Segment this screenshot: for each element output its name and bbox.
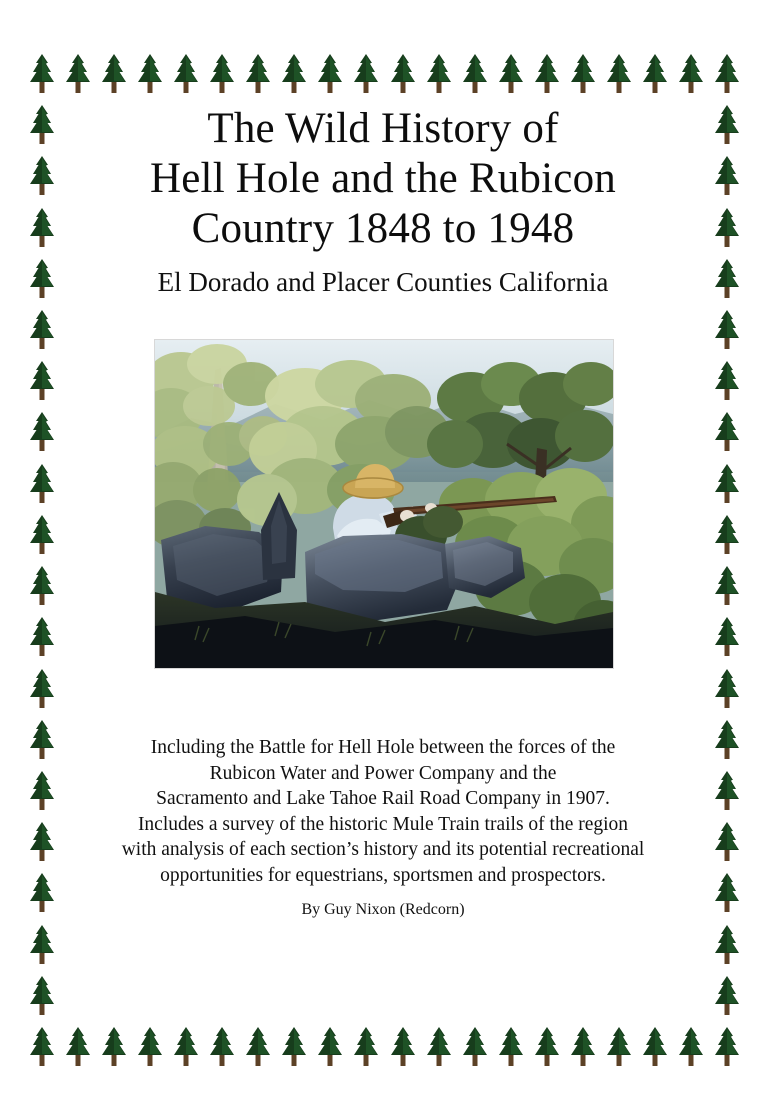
border-tree-top-3 — [135, 52, 165, 94]
pine-tree-icon — [712, 410, 742, 452]
border-tree-right-13 — [712, 718, 742, 760]
pine-tree-icon — [712, 769, 742, 811]
border-tree-right-9 — [712, 513, 742, 555]
border-tree-bottom-10 — [388, 1025, 418, 1067]
description-line-3: Sacramento and Lake Tahoe Rail Road Company in 1907. — [156, 788, 610, 810]
pine-tree-icon — [604, 52, 634, 94]
title-block — [0, 104, 766, 299]
pine-tree-icon — [351, 52, 381, 94]
pine-tree-icon — [99, 1025, 129, 1067]
border-tree-left-10 — [27, 564, 57, 606]
pine-tree-icon — [135, 52, 165, 94]
border-tree-bottom-12 — [460, 1025, 490, 1067]
border-tree-left-11 — [27, 615, 57, 657]
pine-tree-icon — [27, 1025, 57, 1067]
border-tree-right-7 — [712, 410, 742, 452]
border-tree-bottom-13 — [496, 1025, 526, 1067]
pine-tree-icon — [27, 615, 57, 657]
pine-tree-icon — [99, 52, 129, 94]
border-tree-bottom-17 — [640, 1025, 670, 1067]
pine-tree-icon — [27, 718, 57, 760]
border-tree-right-17 — [712, 923, 742, 965]
pine-tree-icon — [568, 52, 598, 94]
pine-tree-icon — [27, 769, 57, 811]
pine-tree-icon — [496, 1025, 526, 1067]
pine-tree-icon — [424, 52, 454, 94]
border-tree-bottom-0 — [27, 1025, 57, 1067]
pine-tree-icon — [712, 667, 742, 709]
pine-tree-icon — [640, 1025, 670, 1067]
pine-tree-icon — [27, 513, 57, 555]
pine-tree-icon — [27, 974, 57, 1016]
pine-tree-icon — [388, 1025, 418, 1067]
border-tree-top-10 — [388, 52, 418, 94]
border-tree-left-14 — [27, 769, 57, 811]
pine-tree-icon — [207, 52, 237, 94]
pine-tree-icon — [712, 923, 742, 965]
border-tree-right-12 — [712, 667, 742, 709]
pine-tree-icon — [712, 615, 742, 657]
border-tree-right-11 — [712, 615, 742, 657]
description-line-1: Including the Battle for Hell Hole between the forces of the — [150, 737, 616, 758]
border-tree-bottom-5 — [207, 1025, 237, 1067]
pine-tree-icon — [712, 1025, 742, 1067]
pine-tree-icon — [135, 1025, 165, 1067]
border-tree-top-4 — [171, 52, 201, 94]
description-line-6: opportunities for equestrians, sportsmen and prospectors. — [160, 864, 606, 886]
pine-tree-icon — [27, 820, 57, 862]
pine-tree-icon — [27, 359, 57, 401]
border-tree-left-18 — [27, 974, 57, 1016]
border-tree-top-6 — [243, 52, 273, 94]
border-tree-left-13 — [27, 718, 57, 760]
description-line-5: with analysis of each section’s history and its potential recreational — [121, 839, 645, 861]
title-line-2: Hell Hole and the Rubicon — [150, 155, 616, 202]
border-tree-top-11 — [424, 52, 454, 94]
border-tree-top-9 — [351, 52, 381, 94]
border-tree-left-7 — [27, 410, 57, 452]
border-tree-bottom-11 — [424, 1025, 454, 1067]
border-tree-top-5 — [207, 52, 237, 94]
pine-tree-icon — [460, 1025, 490, 1067]
pine-tree-icon — [171, 52, 201, 94]
border-tree-bottom-7 — [279, 1025, 309, 1067]
pine-tree-icon — [279, 1025, 309, 1067]
pine-tree-icon — [171, 1025, 201, 1067]
pine-tree-icon — [315, 1025, 345, 1067]
pine-tree-icon — [712, 718, 742, 760]
pine-tree-icon — [63, 1025, 93, 1067]
pine-tree-icon — [424, 1025, 454, 1067]
pine-tree-icon — [712, 564, 742, 606]
border-tree-right-14 — [712, 769, 742, 811]
border-tree-top-15 — [568, 52, 598, 94]
cover-photo-illustration — [155, 340, 613, 668]
pine-tree-icon — [532, 52, 562, 94]
pine-tree-icon — [712, 974, 742, 1016]
border-tree-top-8 — [315, 52, 345, 94]
border-tree-top-0 — [27, 52, 57, 94]
border-tree-bottom-16 — [604, 1025, 634, 1067]
border-tree-bottom-4 — [171, 1025, 201, 1067]
pine-tree-icon — [496, 52, 526, 94]
description-line-2: Rubicon Water and Power Company and the — [209, 762, 557, 784]
pine-tree-icon — [243, 52, 273, 94]
border-tree-right-8 — [712, 462, 742, 504]
pine-tree-icon — [712, 820, 742, 862]
subtitle: El Dorado and Placer Counties California — [157, 267, 609, 297]
border-tree-top-2 — [99, 52, 129, 94]
border-tree-top-14 — [532, 52, 562, 94]
pine-tree-icon — [676, 1025, 706, 1067]
border-tree-bottom-2 — [99, 1025, 129, 1067]
title-line-3: Country 1848 to 1948 — [191, 205, 575, 252]
border-tree-top-19 — [712, 52, 742, 94]
border-tree-left-5 — [27, 308, 57, 350]
pine-tree-icon — [712, 513, 742, 555]
border-tree-left-8 — [27, 462, 57, 504]
description-line-4: Includes a survey of the historic Mule Train trails of the region — [137, 813, 629, 835]
border-tree-bottom-18 — [676, 1025, 706, 1067]
pine-tree-icon — [712, 308, 742, 350]
pine-tree-icon — [532, 1025, 562, 1067]
border-tree-top-12 — [460, 52, 490, 94]
pine-tree-icon — [27, 462, 57, 504]
border-tree-top-16 — [604, 52, 634, 94]
description-block — [60, 735, 706, 889]
pine-tree-icon — [27, 410, 57, 452]
border-tree-left-9 — [27, 513, 57, 555]
pine-tree-icon — [27, 923, 57, 965]
pine-tree-icon — [27, 308, 57, 350]
pine-tree-icon — [712, 359, 742, 401]
border-tree-top-7 — [279, 52, 309, 94]
pine-tree-icon — [640, 52, 670, 94]
pine-tree-icon — [351, 1025, 381, 1067]
pine-tree-icon — [315, 52, 345, 94]
border-tree-left-15 — [27, 820, 57, 862]
border-tree-bottom-14 — [532, 1025, 562, 1067]
cover-photo — [155, 340, 613, 668]
border-tree-left-6 — [27, 359, 57, 401]
border-tree-top-13 — [496, 52, 526, 94]
border-tree-bottom-9 — [351, 1025, 381, 1067]
pine-tree-icon — [27, 667, 57, 709]
border-tree-right-10 — [712, 564, 742, 606]
border-tree-bottom-8 — [315, 1025, 345, 1067]
pine-tree-icon — [27, 52, 57, 94]
border-tree-left-12 — [27, 667, 57, 709]
border-tree-right-6 — [712, 359, 742, 401]
pine-tree-icon — [63, 52, 93, 94]
title-line-1: The Wild History of — [207, 105, 559, 152]
border-tree-right-18 — [712, 974, 742, 1016]
border-tree-left-17 — [27, 923, 57, 965]
border-tree-right-15 — [712, 820, 742, 862]
pine-tree-icon — [712, 52, 742, 94]
pine-tree-icon — [279, 52, 309, 94]
border-tree-top-1 — [63, 52, 93, 94]
pine-tree-icon — [604, 1025, 634, 1067]
author-byline: By Guy Nixon (Redcorn) — [301, 901, 465, 918]
pine-tree-icon — [676, 52, 706, 94]
border-tree-bottom-3 — [135, 1025, 165, 1067]
pine-tree-icon — [27, 564, 57, 606]
pine-tree-icon — [243, 1025, 273, 1067]
border-tree-bottom-15 — [568, 1025, 598, 1067]
pine-tree-icon — [207, 1025, 237, 1067]
pine-tree-icon — [388, 52, 418, 94]
border-tree-top-18 — [676, 52, 706, 94]
pine-tree-icon — [460, 52, 490, 94]
border-tree-top-17 — [640, 52, 670, 94]
pine-tree-icon — [712, 462, 742, 504]
border-tree-bottom-19 — [712, 1025, 742, 1067]
border-tree-bottom-1 — [63, 1025, 93, 1067]
border-tree-bottom-6 — [243, 1025, 273, 1067]
border-tree-right-5 — [712, 308, 742, 350]
pine-tree-icon — [568, 1025, 598, 1067]
